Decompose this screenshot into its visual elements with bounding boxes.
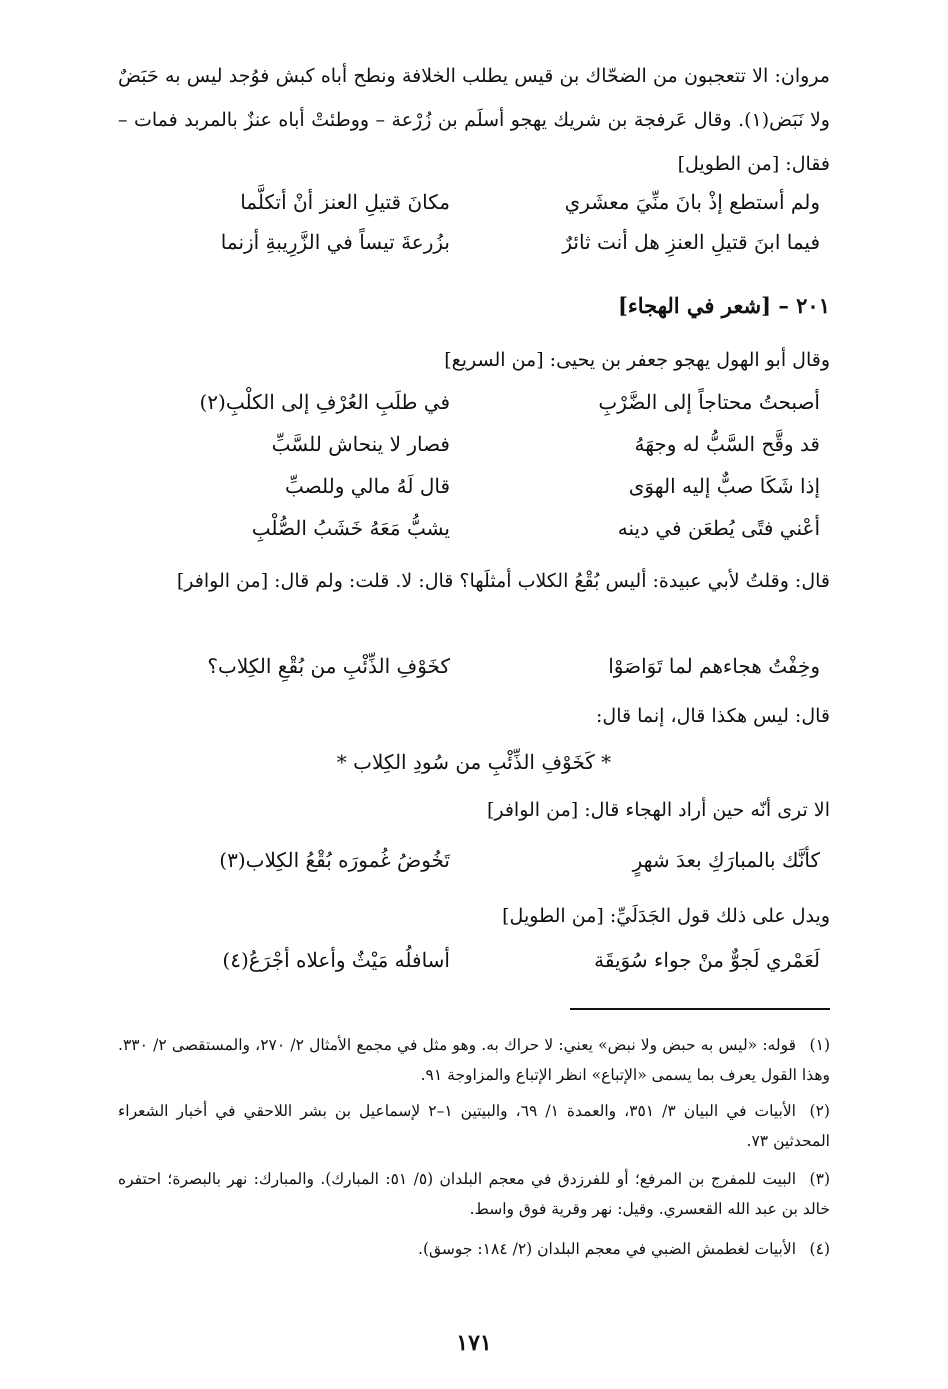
paragraph-abu-ubayda: قال: وقلتُ لأبي عبيدة: أليس بُقْعُ الكلاب أمثلَها؟ قال: لا. قلت: ولم قال: [من الوافر] (176, 570, 830, 592)
verse-hemistich: وخِفْتُ هجاءهم لما تَوَاصَوْا (608, 654, 820, 678)
footnote (118, 1096, 830, 1156)
verse-hemistich: قد وقَّح السَّبُّ له وجهَهُ (634, 432, 820, 456)
verse-hemistich: قال لَهُ مالي وللصبِّ (285, 474, 450, 498)
section-heading: ٢٠١ – [شعر في الهجاء] (617, 293, 830, 318)
page-number: ١٧١ (456, 1330, 492, 1356)
verse-hemistich: فيما ابنَ قتيلِ العنزِ هل أنت ثائرٌ (562, 230, 820, 254)
verse-line (118, 940, 830, 980)
footnote-number: (٤) (809, 1240, 830, 1258)
verse-line (118, 382, 830, 422)
prose-line: الا ترى أنّه حين أراد الهجاء قال: [من الوافر] (486, 799, 830, 821)
footnote (118, 1164, 830, 1224)
footnote-text: الأبيات في البيان ٣/ ٣٥١، والعمدة ١/ ٦٩، والبيتين ١–٢ لإسماعيل بن بشر اللاحقي في أخبار الشعراء المحدثين ٧٣. (118, 1102, 830, 1150)
verse-hemistich: أسافلُه مَيْثٌ وأعلاه أجْرَعُ(٤) (222, 948, 450, 972)
verse-hemistich: إذا شَكَا صبٌّ إليه الهوَى (628, 474, 820, 498)
footnote-number: (٢) (809, 1102, 830, 1120)
verse-line (118, 466, 830, 506)
footnote-text: البيت للمفرج بن المرفع؛ أو للفرزدق في معجم البلدان (٥/ ٥١: المبارك). والمبارك: نهر بالبصرة؛ احتفره خالد بن عبد الله القعسري. وقيل: نهر وقرية فوق واسط. (118, 1170, 830, 1218)
verse-hemistich: لَعَمْري لَجوٌّ منْ جواء سُوَيقَة (594, 948, 820, 972)
verse-line (118, 182, 830, 222)
verse-hemistich: ولم أستطع إذْ بانَ منِّيَ معشَري (564, 190, 820, 214)
footnote-text: قوله: «ليس به حبض ولا نبض» يعني: لا حراك به. وهو مثل في مجمع الأمثال ٢/ ٢٧٠، والمستقصى ٢/ ٣٣٠. وهذا القول يعرف بما يسمى «الإتباع» انظر الإتباع والمزاوجة ٩١. (118, 1036, 830, 1084)
verse-hemistich: مكانَ قتيلِ العنز أنْ أتكلَّما (240, 190, 450, 214)
verse-hemistich: أعْني فتًى يُطعَن في دينه (617, 516, 820, 540)
footnote-separator (570, 1008, 830, 1010)
verse-hemistich: في طلَبِ العُرْفِ إلى الكلْبِ(٢) (199, 390, 450, 414)
verse-hemistich: فصار لا ينحاش للسَّبِّ (271, 432, 450, 456)
centered-hemistich: * كَخَوْفِ الذِّئْبِ من سُودِ الكِلاب * (336, 750, 612, 774)
verse-hemistich: يشبُّ مَعَهُ خَشَبُ الصُّلْبِ (251, 516, 450, 540)
verse-line (118, 646, 830, 686)
paragraph-marwan: مروان: الا تتعجبون من الضحّاك بن قيس يطلب الخلافة ونطح أباه كبش فوُجد ليس به حَبَضٌ ولا نَبَض(١). وقال عَرفجة بن شريك يهجو أسلَم بن زُرْعة – ووطئتْ أباه عنزٌ بالمربد فمات – فقال: [من الطويل] (118, 65, 830, 175)
verse-hemistich: كأنَّك بالمبارَكِ بعدَ شهرٍ (632, 848, 820, 872)
footnote-number: (١) (809, 1036, 830, 1054)
intro-line: وقال أبو الهول يهجو جعفر بن يحيى: [من السريع] (444, 349, 830, 371)
verse-line (118, 222, 830, 262)
verse-line (118, 508, 830, 548)
prose-line: قال: ليس هكذا قال، إنما قال: (595, 705, 830, 727)
verse-hemistich: تَخُوضُ غُمورَه بُقْعُ الكِلاب(٣) (219, 848, 450, 872)
footnote-number: (٣) (809, 1170, 830, 1188)
footnote (118, 1030, 830, 1090)
verse-hemistich: بزُرعةَ تيساً في الزَّرِيبةِ أزنما (220, 230, 450, 254)
footnote (118, 1234, 830, 1264)
verse-hemistich: كخَوْفِ الذِّئْبِ من بُقْعِ الكِلاب؟ (207, 654, 450, 678)
verse-hemistich: أصبحتُ محتاجاً إلى الضَّرْبِ (598, 390, 820, 414)
prose-line: ويدل على ذلك قول الجَدَلَيِّ: [من الطويل] (502, 905, 830, 927)
verse-line (118, 840, 830, 880)
footnote-text: الأبيات لغطمش الضبي في معجم البلدان (٢/ ١٨٤: جوسق). (418, 1240, 796, 1258)
verse-line (118, 424, 830, 464)
